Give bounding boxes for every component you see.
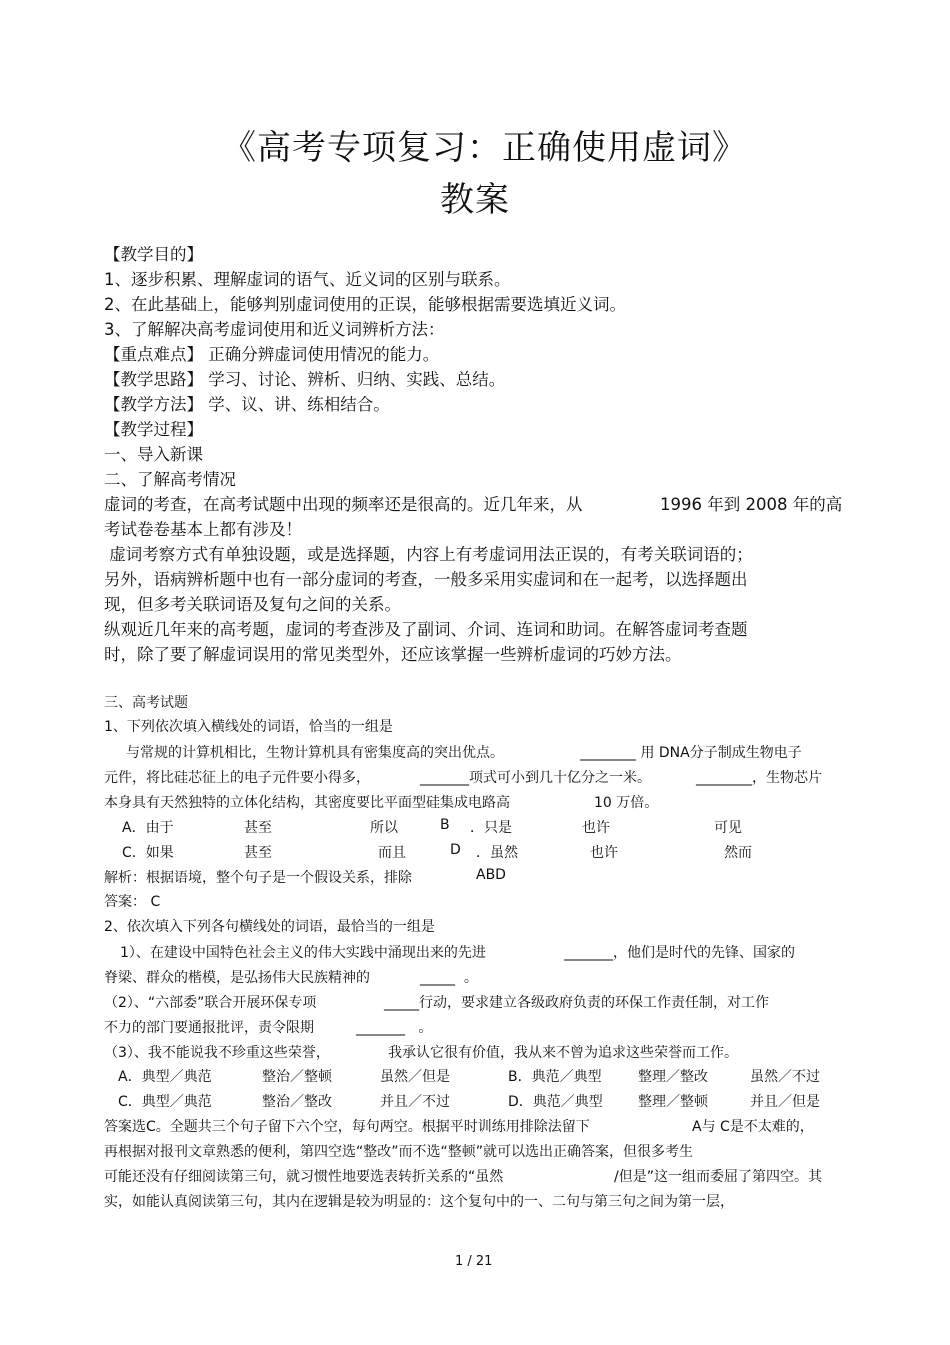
q1-option-a-3: 所以 (370, 820, 398, 836)
q2-option-d-3: 并且／但是 (750, 1094, 820, 1110)
q2-option-c-3: 并且／不过 (380, 1094, 450, 1110)
q1-passage-2a: 元件，将比硅芯征上的电子元件要小得多， (104, 770, 370, 786)
q1-option-c-3: 而且 (378, 845, 406, 861)
q2-s1b: _______，他们是时代的先锋、国家的 (564, 945, 795, 961)
objective-2: 2、在此基础上，能够判别虚词使用的正误，能够根据需要选填近义词。 (104, 295, 626, 314)
q1-passage-1a: 与常规的计算机相比，生物计算机具有密集度高的突出优点。 (126, 745, 504, 761)
objective-1: 1、逐步积累、理解虚词的语气、近义词的区别与联系。 (104, 270, 511, 289)
objective-3: 3、了解解决高考虚词使用和近义词辨析方法： (104, 320, 445, 339)
q2-explanation-3b: /但是”这一组而委屈了第四空。其 (614, 1169, 822, 1185)
q2-option-c-1: C．典型／典范 (118, 1094, 212, 1110)
q2-explanation-1a: 答案选C。全题共三个句子留下六个空，每句两空。根据平时训练用排除法留下 (104, 1119, 590, 1135)
q2-option-b-3: 虽然／不过 (750, 1069, 820, 1085)
q2-s2a: （2）、“六部委”联合开展环保专项 (104, 995, 317, 1011)
q1-passage-3a: 本身具有天然独特的立体化结构，其密度要比平面型硅集成电路高 (104, 795, 510, 811)
q2-option-a-3: 虽然／但是 (380, 1069, 450, 1085)
q1-option-c-1: C．如果 (122, 845, 174, 861)
q2-option-d-2: 整理／整顿 (638, 1094, 708, 1110)
q2-explanation-2: 再根据对报刊文章熟悉的便利，第四空选“整改”而不选“整顿”就可以选出正确答案，但很多考生 (104, 1144, 694, 1160)
heading-objectives: 【教学目的】 (104, 245, 203, 264)
teaching-method: 【教学方法】 学、议、讲、练相结合。 (104, 395, 390, 414)
q1-passage-2b: _______项式可小到几十亿分之一米。 (420, 770, 651, 786)
q2-explanation-3a: 可能还没有仔细阅读第三句，就习惯性地要选表转折关系的“虽然 (104, 1169, 504, 1185)
para2-line1: 虚词考察方式有单独设题，或是选择题，内容上有考虚词用法正误的，有考关联词语的； (104, 545, 753, 564)
q2-explanation-4: 实，如能认真阅读第三句，其内在逻辑是较为明显的：这个复句中的一、二句与第三句之间为第一层， (104, 1194, 734, 1210)
page-number: 1 / 21 (455, 1254, 493, 1269)
doc-title: 《高考专项复习：正确使用虚词》 (222, 128, 747, 168)
q1-passage-1b: ________ 用 DNA分子制成生物电子 (580, 745, 802, 761)
q2-option-b-1: B．典范／典型 (508, 1069, 602, 1085)
q1-analysis-b: ABD (476, 867, 506, 883)
q1-option-d-1: D (450, 842, 461, 858)
q1-analysis-a: 解析：根据语境，整个句子是一个假设关系，排除 (104, 870, 412, 886)
q1-option-b-3: 也许 (582, 820, 610, 836)
q1-stem: 1、下列依次填入横线处的词语，恰当的一组是 (104, 719, 393, 735)
q2-explanation-1b: A与 C是不太难的， (692, 1119, 814, 1135)
q1-answer: 答案： C (104, 894, 161, 910)
heading-process: 【教学过程】 (104, 420, 203, 439)
para3-line1: 纵观近几年来的高考题，虚词的考查涉及了副词、介词、连词和助词。在解答虚词考查题 (104, 620, 748, 639)
q2-s2b: _____行动，要求建立各级政府负责的环保工作责任制，对工作 (384, 995, 769, 1011)
para2-line3: 现，但多考关联词语及复句之间的关系。 (104, 595, 401, 614)
para2-line2: 另外，语病辨析题中也有一部分虚词的考查，一般多采用实虚词和在一起考，以选择题出 (104, 570, 748, 589)
q2-s2c: 不力的部门要通报批评，责令限期 (104, 1020, 314, 1036)
para3-line2: 时，除了要了解虚词误用的常见类型外，还应该掌握一些辨析虚词的巧妙方法。 (104, 645, 682, 664)
q2-option-c-2: 整治／整改 (262, 1094, 332, 1110)
step-1: 一、导入新课 (104, 445, 203, 464)
q1-option-d-3: 也许 (590, 845, 618, 861)
heading-section-3: 三、高考试题 (104, 695, 188, 711)
key-difficulty: 【重点难点】 正确分辨虚词使用情况的能力。 (104, 345, 440, 364)
doc-subtitle: 教案 (440, 180, 510, 220)
q1-option-d-2: ．虽然 (476, 845, 518, 861)
q2-s1a: 1）、在建设中国特色社会主义的伟大实践中涌现出来的先进 (120, 945, 486, 961)
para1-line1a: 虚词的考查，在高考试题中出现的频率还是很高的。近几年来，从 (104, 495, 583, 514)
q1-option-b-2: ．只是 (470, 820, 512, 836)
q2-option-a-1: A．典型／典范 (118, 1069, 212, 1085)
q2-s3a: （3）、我不能说我不珍重这些荣誉， (104, 1045, 330, 1061)
para1-line2: 考试卷卷基本上都有涉及！ (104, 520, 302, 539)
q1-option-c-2: 甚至 (244, 845, 272, 861)
q2-s2d: _______ 。 (356, 1020, 433, 1036)
q2-stem: 2、依次填入下列各句横线处的词语，最恰当的一组是 (104, 919, 435, 935)
q1-option-a-2: 甚至 (244, 820, 272, 836)
q1-passage-3b: 10 万倍。 (594, 795, 659, 811)
q2-s1c: 脊梁、群众的楷模，是弘扬伟大民族精神的 (104, 970, 370, 986)
q2-s1d: _____ 。 (420, 970, 478, 986)
q2-option-b-2: 整理／整改 (638, 1069, 708, 1085)
step-2: 二、了解高考情况 (104, 470, 236, 489)
q1-passage-2c: ________，生物芯片 (696, 770, 822, 786)
q1-option-d-4: 然而 (724, 845, 752, 861)
teaching-approach: 【教学思路】 学习、讨论、辨析、归纳、实践、总结。 (104, 370, 506, 389)
q1-option-b-1: B (440, 817, 450, 833)
q2-option-a-2: 整治／整顿 (262, 1069, 332, 1085)
q2-s3b: 我承认它很有价值，我从来不曾为追求这些荣誉而工作。 (388, 1045, 738, 1061)
q2-option-d-1: D．典范／典型 (508, 1094, 603, 1110)
q1-option-a-1: A．由于 (122, 820, 174, 836)
para1-line1b: 1996 年到 2008 年的高 (660, 495, 843, 514)
q1-option-b-4: 可见 (714, 820, 742, 836)
